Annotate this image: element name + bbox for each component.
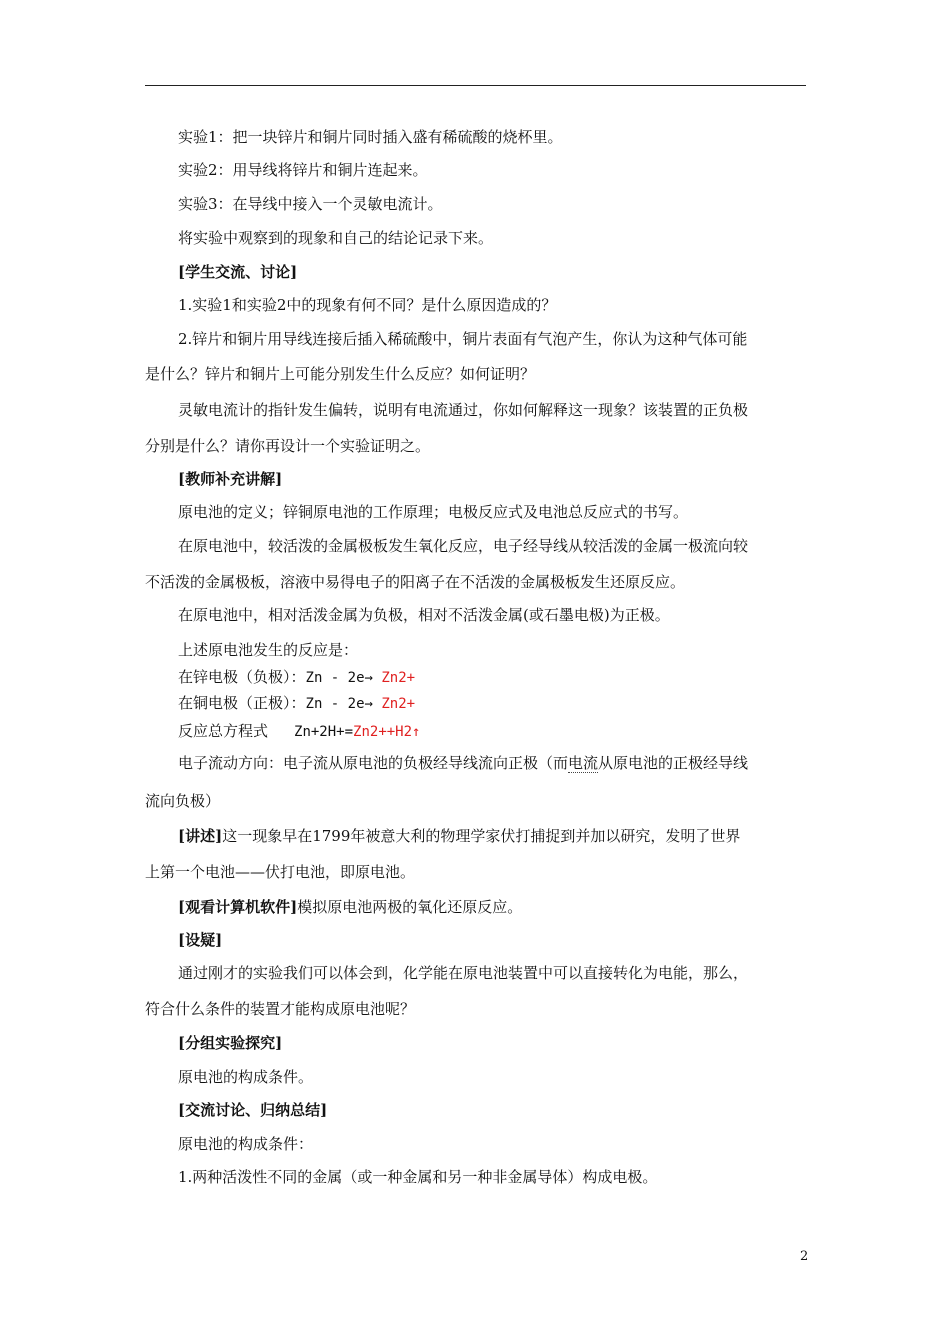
lecture-line-2: 上第一个电池——伏打电池，即原电池。 (145, 863, 416, 881)
total-left: Zn+2H+= (294, 724, 354, 740)
flow-text-a: 电子流动方向：电子流从原电池的负极经导线流向正极（而 (178, 754, 569, 772)
question-2-line-2: 是什么？锌片和铜片上可能分别发生什么反应？如何证明？ (145, 365, 536, 383)
total-label: 反应总方程式 (178, 722, 269, 740)
experiment-2: 实验2：用导线将锌片和铜片连起来。 (178, 161, 428, 179)
record-instruction: 将实验中观察到的现象和自己的结论记录下来。 (178, 229, 494, 247)
definition-line: 原电池的定义；锌铜原电池的工作原理；电极反应式及电池总反应式的书写。 (178, 503, 689, 521)
question-1: 1.实验1和实验2中的现象有何不同？是什么原因造成的？ (178, 296, 557, 314)
software-text: 模拟原电池两极的氧化还原反应。 (297, 898, 523, 916)
total-reaction (178, 722, 420, 741)
paragraph-1-line-1: 在原电池中，较活泼的金属极板发生氧化反应，电子经导线从较活泼的金属一极流向较 (178, 537, 749, 555)
heading-teacher-explanation: [教师补充讲解] (178, 470, 283, 488)
page-number: 2 (800, 1249, 809, 1264)
group-experiment-text: 原电池的构成条件。 (178, 1068, 314, 1086)
paragraph-1-line-2: 不活泼的金属极板，溶液中易得电子的阳离子在不活泼的金属极板发生还原反应。 (145, 573, 686, 591)
question-3-line-1: 灵敏电流计的指针发生偏转，说明有电流通过，你如何解释这一现象？该装置的正负极 (178, 401, 749, 419)
paragraph-3: 上述原电池发生的反应是： (178, 641, 359, 659)
experiment-1: 实验1：把一块锌片和铜片同时插入盛有稀硫酸的烧杯里。 (178, 128, 563, 146)
doubt-line-2: 符合什么条件的装置才能构成原电池呢？ (145, 1000, 416, 1018)
copper-electrode-reaction (178, 694, 415, 713)
zinc-equation: Zn - 2e→ (305, 670, 382, 686)
question-2-line-1: 2.锌片和铜片用导线连接后插入稀硫酸中，铜片表面有气泡产生，你认为这种气体可能 (178, 330, 748, 348)
lecture-line-1 (178, 827, 740, 845)
lecture-tag: [讲述] (178, 827, 223, 845)
copper-equation: Zn - 2e→ (305, 696, 382, 712)
total-right: Zn2++H2↑ (353, 724, 421, 740)
summary-tag: [交流讨论、归纳总结] (178, 1101, 328, 1119)
lecture-text-a: 这一现象早在1799年被意大利的物理学家伏打捕捉到并加以研究，发明了世界 (222, 827, 741, 845)
experiment-3: 实验3：在导线中接入一个灵敏电流计。 (178, 195, 443, 213)
zinc-product: Zn2+ (381, 670, 416, 686)
paragraph-2: 在原电池中，相对活泼金属为负极，相对不活泼金属(或石墨电极)为正极。 (178, 606, 670, 624)
software-line (178, 898, 522, 916)
electron-flow-line-2: 流向负极） (145, 792, 221, 810)
summary-item-1: 1.两种活泼性不同的金属（或一种金属和另一种非金属导体）构成电极。 (178, 1168, 658, 1186)
doubt-tag: [设疑] (178, 931, 223, 949)
copper-label: 在铜电极（正极）： (178, 694, 306, 712)
zinc-electrode-reaction (178, 668, 415, 687)
summary-text: 原电池的构成条件： (178, 1135, 314, 1153)
copper-product: Zn2+ (381, 696, 416, 712)
header-rule (145, 85, 806, 86)
flow-dotted-current: 电流 (568, 754, 599, 772)
heading-student-discussion: [学生交流、讨论] (178, 263, 298, 281)
group-experiment-tag: [分组实验探究] (178, 1034, 283, 1052)
zinc-label: 在锌电极（负极）： (178, 668, 306, 686)
software-tag: [观看计算机软件] (178, 898, 298, 916)
doubt-line-1: 通过刚才的实验我们可以体会到，化学能在原电池装置中可以直接转化为电能，那么， (178, 964, 749, 982)
flow-text-b: 从原电池的正极经导线 (598, 754, 749, 772)
electron-flow-line-1 (178, 754, 748, 772)
question-3-line-2: 分别是什么？请你再设计一个实验证明之。 (145, 437, 431, 455)
